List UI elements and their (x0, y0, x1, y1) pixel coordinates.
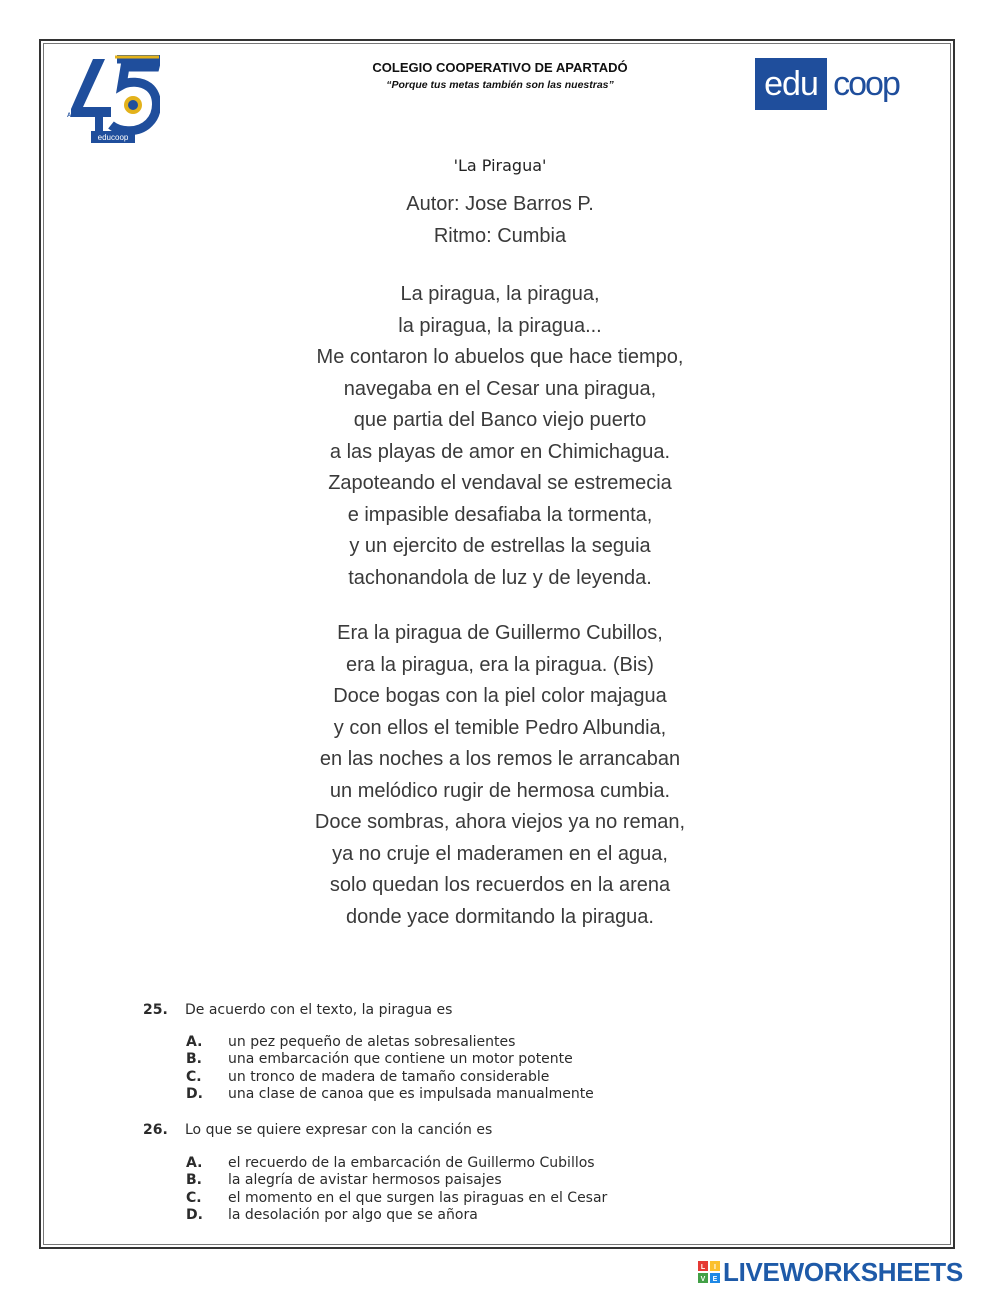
question-25-options (186, 1034, 806, 1104)
lyric-line: Doce sombras, ahora viejos ya no reman, (314, 811, 686, 833)
option-c[interactable] (186, 1069, 806, 1086)
option-b[interactable] (186, 1051, 806, 1068)
liveworksheets-icon (698, 1261, 720, 1283)
lyric-line: que partia del Banco viejo puerto (353, 409, 647, 431)
icon-letter: I (714, 1264, 716, 1271)
lyric-line: tachonandola de luz y de leyenda. (348, 566, 652, 589)
option-text: la desolación por algo que se añora (228, 1207, 478, 1224)
icon-letter: E (712, 1276, 718, 1283)
icon-letter: L (700, 1264, 706, 1271)
lyric-line: navegaba en el Cesar una piragua, (343, 377, 657, 400)
stanza-2 (0, 618, 1000, 933)
anniversary-logo (65, 55, 160, 145)
lyric-line: era la piragua, era la piragua. (Bis) (346, 653, 654, 676)
question-text: Lo que se quiere expresar con la canción es (185, 1122, 493, 1138)
option-letter: A. (186, 1034, 203, 1050)
option-letter: C. (186, 1189, 202, 1206)
option-text: el recuerdo de la embarcación de Guillermo Cubillos (228, 1155, 595, 1171)
school-name: COLEGIO COOPERATIVO DE APARTADÓ (372, 60, 628, 75)
lyric-line: Me contaron lo abuelos que hace tiempo, (316, 346, 684, 368)
lyric-line: e impasible desafiaba la tormenta, (347, 503, 653, 526)
school-motto: “Porque tus metas también son las nuestras” (386, 79, 614, 91)
anniversary-brand-label: educoop (97, 133, 129, 142)
lyric-line: Doce bogas con la piel color majagua (333, 685, 667, 707)
anniversary-years-label: AÑOS (67, 113, 85, 119)
option-d[interactable] (186, 1086, 806, 1103)
option-b[interactable] (186, 1172, 806, 1189)
lyric-line: en las noches a los remos le arrancaban (319, 748, 681, 770)
option-letter: D. (186, 1086, 203, 1103)
lyric-line: la piragua, la piragua... (398, 314, 602, 337)
lyric-line: y un ejercito de estrellas la seguia (349, 535, 651, 557)
question-number: 26. (143, 1122, 168, 1138)
educoop-logo (755, 58, 905, 110)
option-letter: D. (186, 1207, 203, 1224)
lyric-line: un melódico rugir de hermosa cumbia. (329, 779, 671, 802)
stanza-1 (0, 279, 1000, 594)
option-a[interactable] (186, 1034, 806, 1051)
option-text: un tronco de madera de tamaño considerable (228, 1068, 550, 1085)
lyric-line: Zapoteando el vendaval se estremecia (328, 472, 672, 494)
question-number: 25. (143, 1002, 168, 1018)
educoop-logo-coop: coop (833, 65, 899, 103)
icon-letter: V (700, 1276, 706, 1283)
educoop-logo-edu: edu (755, 58, 827, 110)
song-title: 'La Piragua' (453, 156, 547, 175)
question-25 (143, 1002, 843, 1018)
option-text: el momento en el que surgen las piraguas en el Cesar (228, 1189, 608, 1206)
liveworksheets-text: LIVEWORKSHEETS (723, 1257, 963, 1287)
option-letter: C. (186, 1068, 202, 1085)
lyric-line: y con ellos el temible Pedro Albundia, (333, 716, 667, 739)
lyric-line: Era la piragua de Guillermo Cubillos, (337, 622, 663, 644)
option-text: una embarcación que contiene un motor potente (228, 1051, 573, 1068)
lyric-line: La piragua, la piragua, (400, 283, 600, 305)
lyric-line: donde yace dormitando la piragua. (346, 905, 654, 928)
option-letter: A. (186, 1155, 203, 1171)
question-26-options (186, 1155, 806, 1225)
lyric-line: solo quedan los recuerdos en la arena (329, 874, 671, 896)
lyric-line: ya no cruje el maderamen en el agua, (332, 842, 668, 865)
option-letter: B. (186, 1051, 202, 1068)
option-a[interactable] (186, 1155, 806, 1172)
option-text: un pez pequeño de aletas sobresalientes (228, 1034, 516, 1050)
option-text: una clase de canoa que es impulsada manualmente (228, 1086, 594, 1103)
question-26 (143, 1122, 843, 1138)
song-author: Autor: Jose Barros P. (406, 193, 594, 215)
option-c[interactable] (186, 1190, 806, 1207)
song-rhythm: Ritmo: Cumbia (433, 225, 567, 247)
option-text: la alegría de avistar hermosos paisajes (228, 1172, 502, 1189)
lyric-line: a las playas de amor en Chimichagua. (329, 440, 671, 463)
option-d[interactable] (186, 1207, 806, 1224)
option-letter: B. (186, 1172, 202, 1189)
question-text: De acuerdo con el texto, la piragua es (185, 1002, 453, 1018)
liveworksheets-brand[interactable] (698, 1258, 998, 1286)
